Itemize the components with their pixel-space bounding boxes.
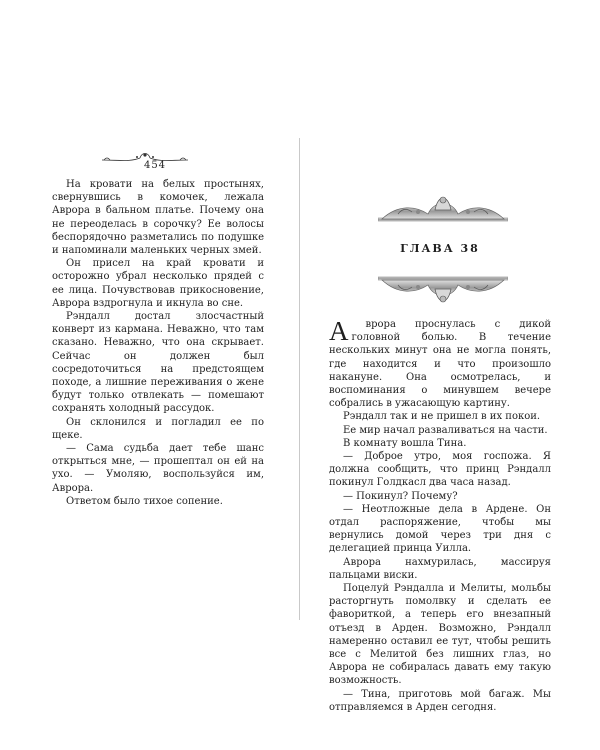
paragraph: — Тина, приготовь мой багаж. Мы отправляемся в Арден сегодня. [329,688,551,713]
paragraph: Он присел на край кровати и осторожно убрал несколько прядей с ее лица. Почувствовав прикосновение, Аврора вздрогнула и икнула во сне. [52,258,264,309]
left-page-text [52,178,264,508]
opening-paragraph [329,318,551,410]
paragraph: — Сама судьба дает тебе шанс открыться мне, — прошептал он ей на ухо. — Умоляю, воспользуйся им, Аврора. [52,443,264,494]
paragraph: На кровати на белых простынях, свернувшись в комочек, лежала Аврора в бальном платье. Почему она не переоделась в сорочку? Ее волосы беспорядочно разметались по подушке и напоминали маленьких черных змей. [52,179,264,257]
paragraph: — Доброе утро, моя госпожа. Я должна сообщить, что принц Рэндалл покинул Голдкасл два часа назад. [329,451,551,489]
chapter-ornament-top [378,190,508,236]
paragraph: Поцелуй Рэндалла и Мелиты, мольбы расторгнуть помолвку и сделать ее фавориткой, а теперь его внезапный отъезд в Арден. Возможно, Рэндалл намеренно оставил ее тут, чтобы решить все с Мелитой без лишних глаз, но Аврора не собиралась давать ему такую возможность. [329,583,551,687]
paragraph: Ее мир начал разваливаться на части. [343,424,548,436]
page-number: 454 [143,160,167,171]
paragraph: В комнату вошла Тина. [343,437,467,449]
paragraph: Рэндалл достал злосчастный конверт из кармана. Неважно, что там сказано. Неважно, что она скрывает. Сейчас он должен был сосредоточиться на предстоящем походе, а лишние переживания о жене будут только отвлекать — помешают сохранять холодный рассудок. [52,311,264,415]
paragraph: Он склонился и погладил ее по щеке. [52,416,264,441]
paragraph: Аврора нахмурилась, массируя пальцами виски. [329,556,551,581]
paragraph: Рэндалл так и не пришел в их покои. [343,411,541,423]
chapter-ornament-bottom [378,263,508,309]
opening-paragraph-text: врора проснулась с дикой головной болью. В течение нескольких минут она не могла понять, где находится и что произошло накануне. Она осмотрелась, и воспоминания о минувшем вечере собрались в ужасающую картину. [329,319,551,410]
paragraph: Ответом было тихое сопение. [66,495,223,507]
paragraph: — Неотложные дела в Ардене. Он отдал распоряжение, чтобы мы вернулись домой через три дня с делегацией принца Уилла. [329,503,551,555]
chapter-title: ГЛАВА 38 [400,242,480,255]
right-page-text [329,318,551,714]
paragraph: — Покинул? Почему? [343,490,458,502]
drop-cap: А [329,316,349,346]
